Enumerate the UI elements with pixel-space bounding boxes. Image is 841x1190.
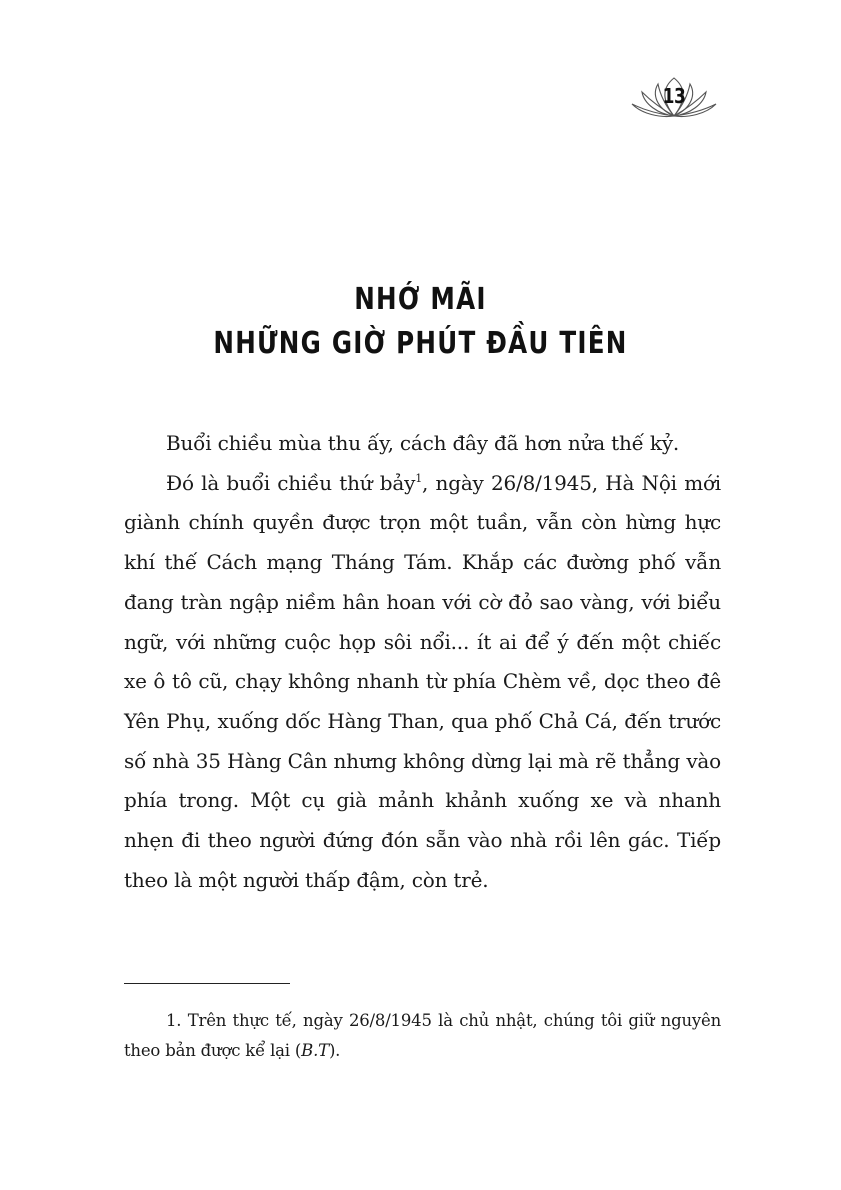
page-number: 13 <box>662 84 686 108</box>
footnote-end: ). <box>328 1041 341 1060</box>
chapter-title-line-1: NHỚ MÃI <box>354 282 487 317</box>
body-text <box>124 424 721 900</box>
paragraph-2 <box>124 464 721 901</box>
footnote <box>124 1006 721 1066</box>
chapter-title-line-2: NHỮNG GIỜ PHÚT ĐẦU TIÊN <box>213 326 628 361</box>
footnote-1 <box>124 1006 721 1066</box>
paragraph-1: Buổi chiều mùa thu ấy, cách đây đã hơn nửa thế kỷ. <box>166 431 680 455</box>
paragraph-2-start: Đó là buổi chiều thứ bảy <box>166 470 416 495</box>
footnote-text: 1. Trên thực tế, ngày 26/8/1945 là chủ nhật, chúng tôi giữ nguyên theo bản được kể lại ( <box>124 1011 721 1060</box>
footnote-divider <box>124 983 290 984</box>
page-number-ornament <box>630 74 718 124</box>
footnote-marker: 1 <box>415 471 423 485</box>
paragraph-2-rest: , ngày 26/8/1945, Hà Nội mới giành chính quyền được trọn một tuần, vẫn còn hừng hực khí thế Cách mạng Tháng Tám. Khắp các đường phố vẫn đang tràn ngập niềm hân hoan với cờ đỏ sao vàng, với biểu ngữ, với những cuộc họp sôi nổi... ít ai để ý đến một chiếc xe ô tô cũ, chạy không nhanh từ phía Chèm về, dọc theo đê Yên Phụ, xuống dốc Hàng Than, qua phố Chả Cá, đến trước số nhà 35 Hàng Cân nhưng không dừng lại mà rẽ thẳng vào phía trong. Một cụ già mảnh khảnh xuống xe và nhanh nhẹn đi theo người đứng đón sẵn vào nhà rồi lên gác. Tiếp theo là một người thấp đậm, còn trẻ. <box>124 470 722 892</box>
footnote-italic: B.T <box>301 1041 329 1060</box>
